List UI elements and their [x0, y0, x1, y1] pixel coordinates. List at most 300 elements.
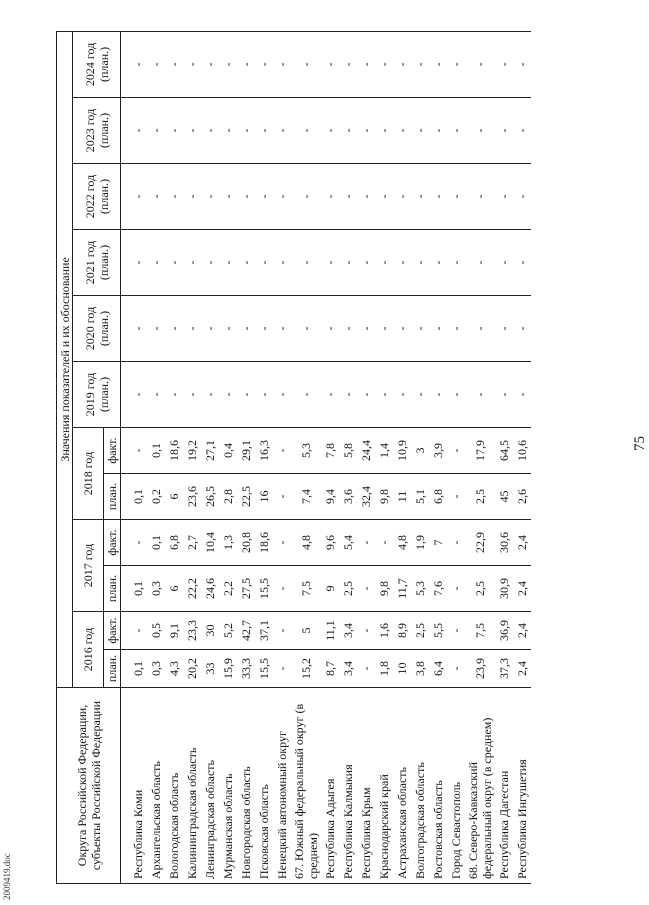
plan-value-cell: -	[339, 98, 357, 164]
value-cell: 18,6	[255, 520, 273, 566]
plan-value-cell: -	[237, 31, 255, 97]
plan-value-cell: -	[129, 31, 147, 97]
plan-value-cell: -	[447, 31, 465, 97]
plan-year-header-2022: 2022 год (план.)	[73, 164, 121, 230]
value-cell: 6,4	[429, 650, 447, 688]
value-cell: -	[129, 612, 147, 650]
value-cell: 29,1	[237, 428, 255, 474]
plan-value-cell: -	[357, 296, 375, 362]
value-cell: 26,5	[201, 474, 219, 520]
value-cell: 23,9	[465, 650, 495, 688]
plan-value-cell: -	[147, 230, 165, 296]
plan-value-cell: -	[273, 164, 291, 230]
plan-value-cell: -	[219, 362, 237, 428]
value-cell: 9	[321, 566, 339, 612]
plan-value-cell: -	[255, 296, 273, 362]
value-cell: 0,1	[129, 566, 147, 612]
table-row	[291, 31, 321, 883]
value-cell: 20,2	[183, 650, 201, 688]
plan-value-cell: -	[273, 98, 291, 164]
plan-value-cell: -	[255, 164, 273, 230]
value-cell: 6	[165, 566, 183, 612]
plan-value-cell: -	[429, 31, 447, 97]
table-row	[429, 31, 447, 883]
value-cell: 3,4	[339, 650, 357, 688]
table-row	[357, 31, 375, 883]
value-cell: 1,8	[375, 650, 393, 688]
value-cell: 1,9	[411, 520, 429, 566]
plan-value-cell: -	[411, 31, 429, 97]
rotated-table-container	[56, 34, 616, 884]
value-cell: 0,1	[147, 520, 165, 566]
value-cell: -	[447, 612, 465, 650]
table-row	[513, 31, 531, 883]
plan-value-cell: -	[411, 98, 429, 164]
value-cell: 64,5	[495, 428, 513, 474]
plan-value-cell: -	[429, 230, 447, 296]
plan-value-cell: -	[447, 296, 465, 362]
plan-value-cell: -	[495, 164, 513, 230]
region-name-cell: 67. Южный федеральный округ (в среднем)	[291, 688, 321, 884]
plan-value-cell: -	[465, 98, 495, 164]
value-cell: 6	[165, 474, 183, 520]
region-name-cell: Краснодарский край	[375, 688, 393, 884]
plan-value-cell: -	[411, 296, 429, 362]
value-cell: 0,3	[147, 566, 165, 612]
plan-value-cell: -	[183, 230, 201, 296]
value-cell: 8,7	[321, 650, 339, 688]
spacer-cell	[121, 362, 130, 428]
value-cell: 5,1	[411, 474, 429, 520]
plan-value-cell: -	[255, 31, 273, 97]
value-cell: 45	[495, 474, 513, 520]
region-name-cell: Архангельская область	[147, 688, 165, 884]
plan-value-cell: -	[513, 164, 531, 230]
spacer-cell	[121, 566, 130, 612]
value-cell: 7,5	[465, 612, 495, 650]
plan-value-cell: -	[447, 98, 465, 164]
region-name-cell: Республика Коми	[129, 688, 147, 884]
plan-value-cell: -	[321, 296, 339, 362]
value-cell: 7,8	[321, 428, 339, 474]
region-name-cell: Республика Калмыкия	[339, 688, 357, 884]
plan-value-cell: -	[183, 296, 201, 362]
plan-value-cell: -	[129, 230, 147, 296]
subheader-fact: факт.	[104, 612, 121, 650]
plan-value-cell: -	[411, 362, 429, 428]
plan-value-cell: -	[447, 362, 465, 428]
plan-value-cell: -	[495, 296, 513, 362]
region-name-cell: Астраханская область	[393, 688, 411, 884]
value-cell: 22,9	[465, 520, 495, 566]
value-cell: 7	[429, 520, 447, 566]
plan-value-cell: -	[429, 362, 447, 428]
value-cell: 19,2	[183, 428, 201, 474]
subheader-plan: план.	[104, 474, 121, 520]
spacer-cell	[121, 688, 130, 884]
value-cell: -	[375, 520, 393, 566]
value-cell: -	[357, 520, 375, 566]
value-cell: 16,3	[255, 428, 273, 474]
plan-value-cell: -	[339, 230, 357, 296]
table-row	[375, 31, 393, 883]
value-cell: 4,8	[393, 520, 411, 566]
value-cell: 30,6	[495, 520, 513, 566]
plan-value-cell: -	[147, 362, 165, 428]
footer-filename: 2009419.doc	[2, 853, 12, 900]
plan-value-cell: -	[393, 98, 411, 164]
value-cell: 7,4	[291, 474, 321, 520]
plan-value-cell: -	[147, 164, 165, 230]
plan-value-cell: -	[129, 362, 147, 428]
value-cell: 0,2	[147, 474, 165, 520]
value-cell: 1,4	[375, 428, 393, 474]
plan-value-cell: -	[357, 230, 375, 296]
plan-value-cell: -	[147, 98, 165, 164]
region-name-cell: Республика Крым	[357, 688, 375, 884]
value-cell: -	[129, 520, 147, 566]
value-cell: 16	[255, 474, 273, 520]
value-cell: 27,1	[201, 428, 219, 474]
value-cell: -	[357, 612, 375, 650]
region-name-cell: Республика Адыгея	[321, 688, 339, 884]
value-cell: 37,1	[255, 612, 273, 650]
value-cell: 5	[291, 612, 321, 650]
plan-value-cell: -	[291, 164, 321, 230]
value-cell: 5,3	[411, 566, 429, 612]
plan-value-cell: -	[465, 230, 495, 296]
value-cell: 11,1	[321, 612, 339, 650]
spacer-cell	[121, 474, 130, 520]
plan-value-cell: -	[273, 31, 291, 97]
value-cell: 4,3	[165, 650, 183, 688]
value-cell: 10	[393, 650, 411, 688]
plan-value-cell: -	[165, 296, 183, 362]
year-header-2018: 2018 год	[73, 428, 104, 520]
value-cell: 2,6	[513, 474, 531, 520]
subheader-plan: план.	[104, 650, 121, 688]
region-name-cell: Псковская область	[255, 688, 273, 884]
value-cell: -	[447, 520, 465, 566]
value-cell: 2,4	[513, 566, 531, 612]
plan-value-cell: -	[165, 230, 183, 296]
plan-value-cell: -	[321, 362, 339, 428]
plan-value-cell: -	[465, 31, 495, 97]
plan-value-cell: -	[237, 98, 255, 164]
value-cell: 0,1	[147, 428, 165, 474]
plan-value-cell: -	[165, 98, 183, 164]
region-column-header: Округа Российской Федерации, субъекты Российской Федерации	[57, 688, 121, 884]
value-cell: 5,2	[219, 612, 237, 650]
plan-value-cell: -	[447, 164, 465, 230]
value-cell: -	[447, 428, 465, 474]
value-cell: 2,5	[465, 566, 495, 612]
plan-year-header-2023: 2023 год (план.)	[73, 98, 121, 164]
value-cell: 24,4	[357, 428, 375, 474]
value-cell: 3,9	[429, 428, 447, 474]
region-name-cell: Республика Ингушетия	[513, 688, 531, 884]
spacer-cell	[121, 31, 130, 97]
value-cell: -	[273, 612, 291, 650]
value-cell: 15,5	[255, 566, 273, 612]
year-header-2017: 2017 год	[73, 520, 104, 612]
value-cell: 0,4	[219, 428, 237, 474]
value-cell: 24,6	[201, 566, 219, 612]
value-cell: 3,6	[339, 474, 357, 520]
value-cell: 18,6	[165, 428, 183, 474]
plan-value-cell: -	[183, 164, 201, 230]
value-cell: 15,9	[219, 650, 237, 688]
plan-value-cell: -	[513, 362, 531, 428]
value-cell: 33	[201, 650, 219, 688]
value-cell: 20,8	[237, 520, 255, 566]
value-cell: 2,2	[219, 566, 237, 612]
plan-year-header-2019: 2019 год (план.)	[73, 362, 121, 428]
plan-value-cell: -	[357, 164, 375, 230]
plan-value-cell: -	[201, 31, 219, 97]
region-name-cell: Ростовская область	[429, 688, 447, 884]
value-cell: 36,9	[495, 612, 513, 650]
plan-value-cell: -	[357, 31, 375, 97]
spacer-cell	[121, 520, 130, 566]
plan-value-cell: -	[375, 362, 393, 428]
value-cell: 2,5	[465, 474, 495, 520]
plan-value-cell: -	[447, 230, 465, 296]
plan-value-cell: -	[201, 164, 219, 230]
value-cell: 33,3	[237, 650, 255, 688]
value-cell: -	[447, 566, 465, 612]
value-cell: 7,6	[429, 566, 447, 612]
plan-value-cell: -	[465, 296, 495, 362]
subheader-plan: план.	[104, 566, 121, 612]
year-header-2016: 2016 год	[73, 612, 104, 688]
value-cell: 8,9	[393, 612, 411, 650]
table-row	[255, 31, 273, 883]
plan-value-cell: -	[255, 98, 273, 164]
plan-value-cell: -	[237, 362, 255, 428]
value-cell: 10,9	[393, 428, 411, 474]
value-cell: 42,7	[237, 612, 255, 650]
table-row	[495, 31, 513, 883]
spacer-cell	[121, 98, 130, 164]
table-row	[273, 31, 291, 883]
value-cell: 10,4	[201, 520, 219, 566]
plan-value-cell: -	[129, 296, 147, 362]
value-cell: -	[273, 428, 291, 474]
table-row	[465, 31, 495, 883]
value-cell: 2,7	[183, 520, 201, 566]
plan-year-header-2020: 2020 год (план.)	[73, 296, 121, 362]
plan-value-cell: -	[201, 230, 219, 296]
plan-value-cell: -	[219, 31, 237, 97]
value-cell: 2,8	[219, 474, 237, 520]
subheader-fact: факт.	[104, 520, 121, 566]
region-name-cell: Новгородская область	[237, 688, 255, 884]
value-cell: 15,2	[291, 650, 321, 688]
plan-value-cell: -	[321, 31, 339, 97]
plan-value-cell: -	[273, 296, 291, 362]
value-cell: 5,3	[291, 428, 321, 474]
page-number: 75	[632, 436, 648, 451]
plan-value-cell: -	[375, 31, 393, 97]
table-row	[447, 31, 465, 883]
plan-value-cell: -	[219, 164, 237, 230]
value-cell: -	[357, 650, 375, 688]
value-cell: 30,9	[495, 566, 513, 612]
value-cell: 37,3	[495, 650, 513, 688]
value-cell: 2,4	[513, 520, 531, 566]
region-name-cell: Ленинградская область	[201, 688, 219, 884]
plan-value-cell: -	[291, 296, 321, 362]
value-cell: 5,8	[339, 428, 357, 474]
spacer-cell	[121, 296, 130, 362]
value-cell: -	[357, 566, 375, 612]
value-cell: 22,2	[183, 566, 201, 612]
plan-value-cell: -	[165, 362, 183, 428]
plan-value-cell: -	[273, 362, 291, 428]
plan-value-cell: -	[255, 362, 273, 428]
values-group-header: Значения показателей и их обоснование	[57, 31, 73, 687]
table-row	[129, 31, 147, 883]
plan-value-cell: -	[393, 31, 411, 97]
value-cell: 6,8	[165, 520, 183, 566]
plan-value-cell: -	[165, 31, 183, 97]
value-cell: 4,8	[291, 520, 321, 566]
plan-value-cell: -	[321, 164, 339, 230]
region-name-cell: Вологодская область	[165, 688, 183, 884]
plan-value-cell: -	[393, 164, 411, 230]
table-row	[165, 31, 183, 883]
plan-value-cell: -	[219, 230, 237, 296]
value-cell: 9,8	[375, 566, 393, 612]
plan-value-cell: -	[219, 296, 237, 362]
plan-value-cell: -	[321, 98, 339, 164]
spacer-cell	[121, 650, 130, 688]
value-cell: 6,8	[429, 474, 447, 520]
plan-value-cell: -	[183, 31, 201, 97]
value-cell: -	[447, 650, 465, 688]
value-cell: 0,1	[129, 474, 147, 520]
plan-value-cell: -	[495, 230, 513, 296]
value-cell: 10,6	[513, 428, 531, 474]
plan-value-cell: -	[495, 31, 513, 97]
value-cell: 23,6	[183, 474, 201, 520]
plan-value-cell: -	[183, 362, 201, 428]
value-cell: 17,9	[465, 428, 495, 474]
value-cell: 3,8	[411, 650, 429, 688]
value-cell: 1,3	[219, 520, 237, 566]
plan-value-cell: -	[375, 296, 393, 362]
plan-value-cell: -	[339, 296, 357, 362]
plan-value-cell: -	[393, 296, 411, 362]
plan-value-cell: -	[129, 164, 147, 230]
plan-value-cell: -	[201, 98, 219, 164]
spacer-cell	[121, 164, 130, 230]
table-row	[321, 31, 339, 883]
plan-value-cell: -	[237, 230, 255, 296]
plan-value-cell: -	[339, 164, 357, 230]
plan-year-header-2021: 2021 год (план.)	[73, 230, 121, 296]
value-cell: 30	[201, 612, 219, 650]
indicators-table	[56, 31, 531, 884]
value-cell: 0,1	[129, 650, 147, 688]
value-cell: 1,6	[375, 612, 393, 650]
value-cell: -	[447, 474, 465, 520]
value-cell: 11	[393, 474, 411, 520]
plan-value-cell: -	[393, 362, 411, 428]
table-row	[219, 31, 237, 883]
plan-value-cell: -	[147, 31, 165, 97]
plan-value-cell: -	[291, 230, 321, 296]
plan-value-cell: -	[219, 98, 237, 164]
region-name-cell: Ненецкий автономный округ	[273, 688, 291, 884]
value-cell: 2,4	[513, 650, 531, 688]
value-cell: 7,5	[291, 566, 321, 612]
plan-value-cell: -	[495, 362, 513, 428]
plan-value-cell: -	[375, 230, 393, 296]
value-cell: 9,4	[321, 474, 339, 520]
plan-value-cell: -	[339, 362, 357, 428]
value-cell: 3	[411, 428, 429, 474]
value-cell: 3,4	[339, 612, 357, 650]
plan-value-cell: -	[429, 164, 447, 230]
plan-value-cell: -	[129, 98, 147, 164]
plan-value-cell: -	[495, 98, 513, 164]
plan-value-cell: -	[513, 31, 531, 97]
plan-value-cell: -	[201, 296, 219, 362]
value-cell: 22,5	[237, 474, 255, 520]
table-row	[339, 31, 357, 883]
value-cell: 15,5	[255, 650, 273, 688]
plan-value-cell: -	[291, 98, 321, 164]
plan-value-cell: -	[465, 362, 495, 428]
table-row	[183, 31, 201, 883]
value-cell: 2,5	[411, 612, 429, 650]
plan-value-cell: -	[393, 230, 411, 296]
region-name-cell: Город Севастополь	[447, 688, 465, 884]
value-cell: 27,5	[237, 566, 255, 612]
region-name-cell: Калининградская область	[183, 688, 201, 884]
plan-value-cell: -	[255, 230, 273, 296]
plan-value-cell: -	[465, 164, 495, 230]
plan-value-cell: -	[375, 98, 393, 164]
spacer-cell	[121, 612, 130, 650]
plan-value-cell: -	[339, 31, 357, 97]
value-cell: -	[273, 520, 291, 566]
region-name-cell: Мурманская область	[219, 688, 237, 884]
plan-value-cell: -	[357, 362, 375, 428]
plan-value-cell: -	[375, 164, 393, 230]
value-cell: -	[273, 650, 291, 688]
plan-value-cell: -	[183, 98, 201, 164]
region-name-cell: Республика Дагестан	[495, 688, 513, 884]
value-cell: 0,3	[147, 650, 165, 688]
table-row	[147, 31, 165, 883]
table-body	[121, 31, 532, 883]
plan-value-cell: -	[411, 164, 429, 230]
plan-value-cell: -	[429, 98, 447, 164]
region-name-cell: Волгоградская область	[411, 688, 429, 884]
table-row	[201, 31, 219, 883]
value-cell: 23,3	[183, 612, 201, 650]
value-cell: -	[273, 474, 291, 520]
table-row	[411, 31, 429, 883]
spacer-cell	[121, 428, 130, 474]
plan-value-cell: -	[201, 362, 219, 428]
value-cell: -	[129, 428, 147, 474]
value-cell: 11,7	[393, 566, 411, 612]
value-cell: 0,5	[147, 612, 165, 650]
